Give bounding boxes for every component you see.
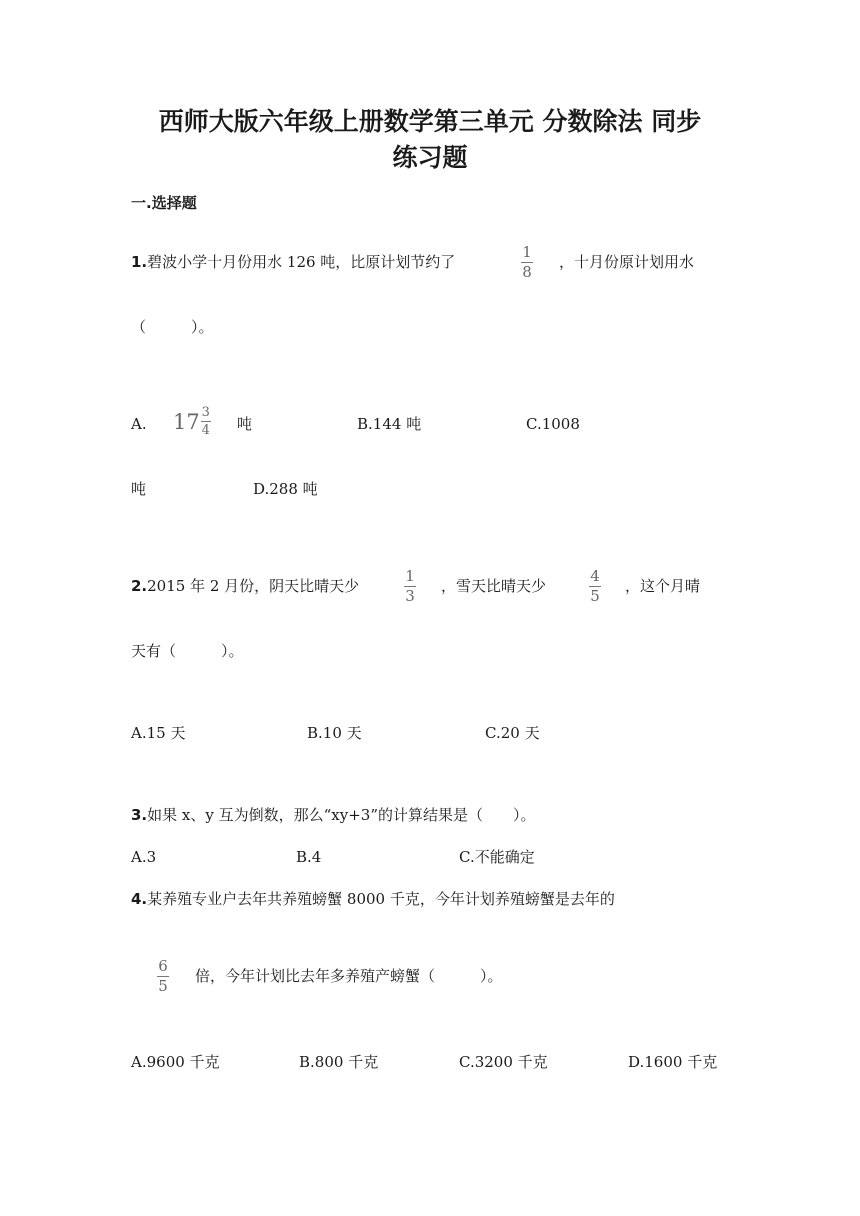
option-a[interactable]: A.15 天 bbox=[131, 724, 186, 742]
question-1-line-2: （ ）。 bbox=[131, 318, 214, 336]
question-1-line-1 bbox=[131, 252, 455, 272]
option-d[interactable]: D.288 吨 bbox=[253, 480, 318, 498]
question-2-line-1-end: ，这个月晴 bbox=[625, 577, 701, 595]
option-c[interactable]: C.3200 千克 bbox=[459, 1053, 548, 1071]
option-c-continued: 吨 bbox=[131, 480, 147, 498]
question-2-line-1-middle: ，雪天比晴天少 bbox=[441, 577, 547, 595]
question-2-line-1 bbox=[131, 576, 359, 596]
option-c[interactable]: C.20 天 bbox=[485, 724, 540, 742]
option-d[interactable]: D.1600 千克 bbox=[628, 1053, 718, 1071]
question-text: 某养殖专业户去年共养殖螃蟹 8000 千克，今年计划养殖螃蟹是去年的 bbox=[147, 890, 615, 908]
question-number: 1. bbox=[131, 253, 148, 271]
fraction-six-fifths bbox=[157, 959, 169, 994]
mixed-fraction bbox=[201, 406, 211, 437]
fraction-one-third bbox=[404, 569, 416, 604]
fraction-numerator: 4 bbox=[590, 567, 600, 585]
question-4-line-1 bbox=[131, 889, 615, 909]
question-2-line-2: 天有（ ）。 bbox=[131, 642, 244, 660]
question-3-line-1 bbox=[131, 805, 536, 825]
option-b[interactable]: B.10 天 bbox=[307, 724, 362, 742]
section-heading: 一.选择题 bbox=[131, 194, 197, 212]
fraction-one-eighth bbox=[521, 245, 533, 280]
option-a[interactable]: A.3 bbox=[131, 848, 157, 866]
question-text: 碧波小学十月份用水 126 吨，比原计划节约了 bbox=[147, 253, 456, 271]
question-number: 4. bbox=[131, 890, 148, 908]
fraction-bar bbox=[201, 421, 211, 422]
fraction-denominator: 5 bbox=[158, 977, 168, 995]
page-title-line-1: 西师大版六年级上册数学第三单元 分数除法 同步 bbox=[158, 107, 702, 136]
fraction-denominator: 5 bbox=[590, 587, 600, 605]
fraction-denominator: 3 bbox=[405, 587, 415, 605]
option-c[interactable]: C.1008 bbox=[526, 415, 580, 433]
option-a-mixed-number bbox=[173, 406, 211, 437]
question-1-line-1-end: ，十月份原计划用水 bbox=[559, 253, 695, 271]
option-a-unit: 吨 bbox=[237, 415, 253, 433]
option-c[interactable]: C.不能确定 bbox=[459, 848, 535, 866]
option-b[interactable]: B.4 bbox=[296, 848, 322, 866]
fraction-numerator: 6 bbox=[158, 957, 168, 975]
question-text: 如果 x、y 互为倒数，那么“xy+3”的计算结果是（ ）。 bbox=[147, 806, 536, 824]
fraction-numerator: 1 bbox=[522, 243, 532, 261]
fraction-four-fifths bbox=[589, 569, 601, 604]
question-number: 2. bbox=[131, 577, 148, 595]
option-a-label[interactable]: A. bbox=[131, 415, 147, 433]
fraction-numerator: 1 bbox=[405, 567, 415, 585]
question-text: 2015 年 2 月份，阴天比晴天少 bbox=[147, 577, 360, 595]
option-b[interactable]: B.800 千克 bbox=[299, 1053, 379, 1071]
fraction-numerator: 3 bbox=[201, 405, 210, 420]
mixed-whole: 17 bbox=[173, 409, 200, 434]
fraction-denominator: 8 bbox=[522, 263, 532, 281]
option-b[interactable]: B.144 吨 bbox=[357, 415, 422, 433]
option-a[interactable]: A.9600 千克 bbox=[131, 1053, 220, 1071]
question-4-line-2: 倍，今年计划比去年多养殖产螃蟹（ ）。 bbox=[195, 967, 503, 985]
page-title-line-2: 练习题 bbox=[392, 143, 468, 172]
fraction-denominator: 4 bbox=[201, 423, 210, 438]
question-number: 3. bbox=[131, 806, 148, 824]
